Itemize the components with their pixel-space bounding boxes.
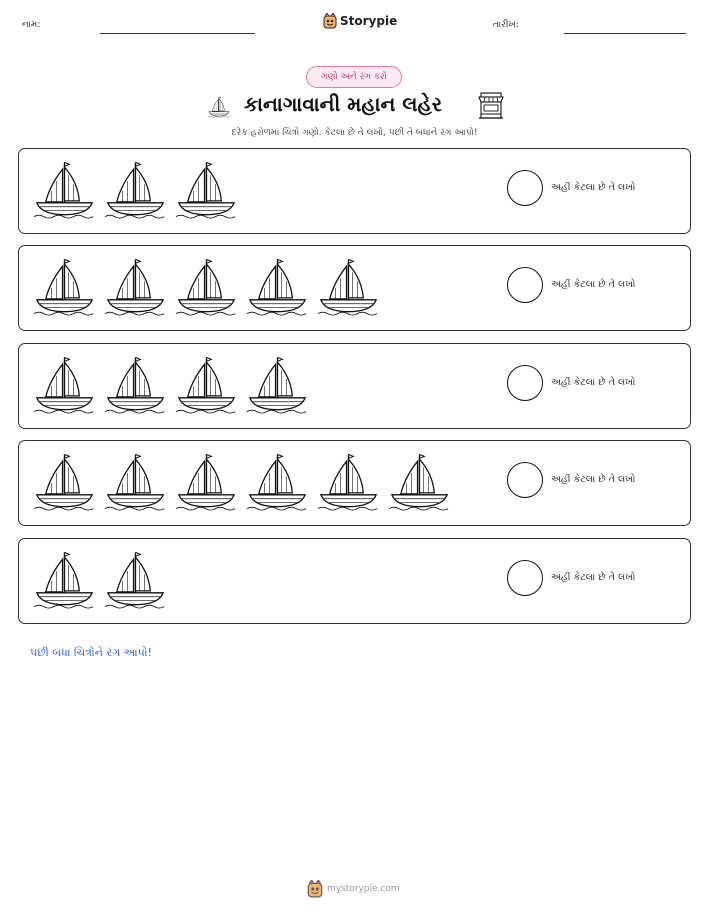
storypie-mascot-icon xyxy=(323,13,337,29)
sailboat-icon[interactable] xyxy=(313,256,384,318)
page-title: કાનાગાવાની મહાન લહેર xyxy=(244,92,443,116)
sailboat-icon[interactable] xyxy=(384,451,455,513)
answer-prompt: અહીં કેટલા છે તે લખો xyxy=(551,474,636,485)
sailboat-icon[interactable] xyxy=(313,451,384,513)
name-label: નામ: xyxy=(22,20,41,30)
footer-note: પછી બધા ચિત્રોને રંગ આપો! xyxy=(30,646,152,659)
brand-logo xyxy=(323,13,397,29)
sailboat-icon[interactable] xyxy=(29,256,100,318)
brand-name: Storypie xyxy=(340,14,398,28)
footer xyxy=(307,880,400,898)
boat-group xyxy=(29,256,384,318)
counting-row xyxy=(18,440,691,526)
sailboat-icon[interactable] xyxy=(100,354,171,416)
boat-group xyxy=(29,159,242,221)
name-line[interactable] xyxy=(100,33,255,34)
sailboat-icon[interactable] xyxy=(29,451,100,513)
sailboat-icon xyxy=(206,94,232,120)
counting-row xyxy=(18,148,691,234)
answer-circle[interactable] xyxy=(507,560,543,596)
sailboat-icon[interactable] xyxy=(242,354,313,416)
sailboat-icon[interactable] xyxy=(100,549,171,611)
counting-row xyxy=(18,538,691,624)
answer-prompt: અહીં કેટલા છે તે લખો xyxy=(551,377,636,388)
sailboat-icon[interactable] xyxy=(29,159,100,221)
sailboat-icon[interactable] xyxy=(242,256,313,318)
sailboat-icon[interactable] xyxy=(242,451,313,513)
sailboat-icon[interactable] xyxy=(171,256,242,318)
sailboat-icon[interactable] xyxy=(100,451,171,513)
sailboat-icon[interactable] xyxy=(171,451,242,513)
boat-group xyxy=(29,354,313,416)
sailboat-icon[interactable] xyxy=(100,256,171,318)
sailboat-icon[interactable] xyxy=(171,354,242,416)
storypie-mascot-icon xyxy=(307,880,323,898)
answer-circle[interactable] xyxy=(507,462,543,498)
activity-badge: ગણો અને રંગ કરો xyxy=(306,66,402,88)
answer-circle[interactable] xyxy=(507,267,543,303)
sailboat-icon[interactable] xyxy=(100,159,171,221)
answer-prompt: અહીં કેટલા છે તે લખો xyxy=(551,182,636,193)
answer-prompt: અહીં કેટલા છે તે લખો xyxy=(551,279,636,290)
answer-circle[interactable] xyxy=(507,365,543,401)
sailboat-icon[interactable] xyxy=(171,159,242,221)
counting-row xyxy=(18,343,691,429)
counting-row xyxy=(18,245,691,331)
date-line[interactable] xyxy=(564,33,686,34)
instructions-text: દરેક હરોળમાં ચિત્રો ગણો. કેટલા છે તે લખો, પછી તે બધાને રંગ આપો! xyxy=(231,128,478,138)
title-row xyxy=(0,90,709,122)
sailboat-icon[interactable] xyxy=(29,549,100,611)
sailboat-icon[interactable] xyxy=(29,354,100,416)
date-label: તારીખ: xyxy=(493,20,519,30)
market-stall-icon xyxy=(478,92,504,120)
boat-group xyxy=(29,451,455,513)
footer-url: mystorypie.com xyxy=(327,884,400,894)
boat-group xyxy=(29,549,171,611)
answer-prompt: અહીં કેટલા છે તે લખો xyxy=(551,572,636,583)
answer-circle[interactable] xyxy=(507,170,543,206)
